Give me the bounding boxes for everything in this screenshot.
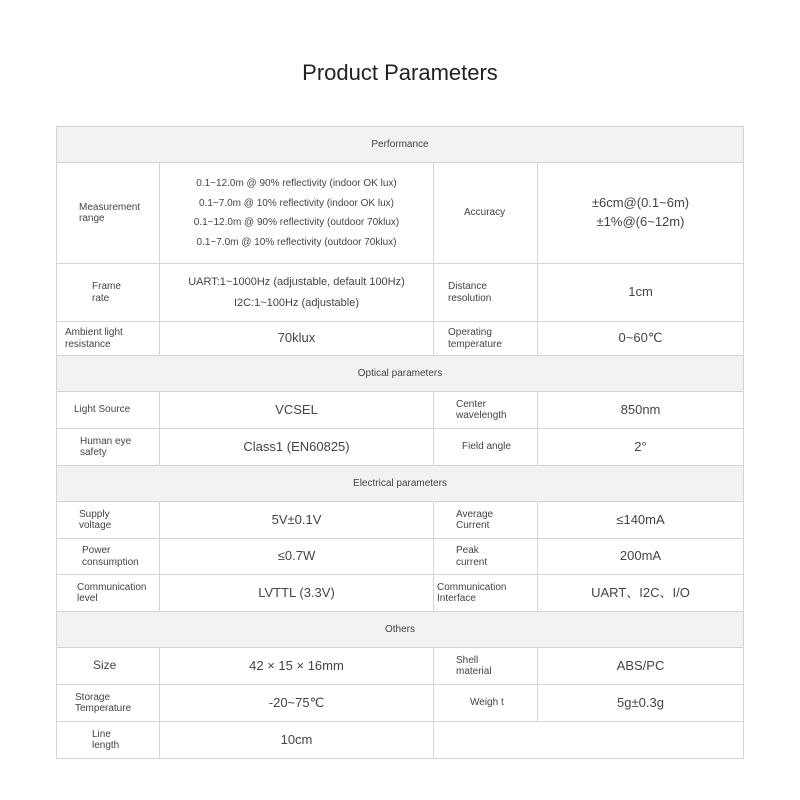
value-comm-interface: UART、I2C、I/O (538, 575, 744, 612)
accuracy-line: ±1%@(6~12m) (596, 214, 685, 229)
parameters-table (56, 126, 744, 759)
value-supply-voltage: 5V±0.1V (160, 502, 434, 539)
value-weight: 5g±0.3g (538, 685, 744, 722)
value-peak-current: 200mA (538, 539, 744, 575)
section-row-electrical (57, 466, 744, 502)
page-title: Product Parameters (302, 60, 498, 85)
label-eye-safety: Human eye safety (57, 429, 160, 466)
label-peak-current: Peak current (434, 539, 538, 575)
section-title-others: Others (57, 612, 744, 648)
section-row-others (57, 612, 744, 648)
label-accuracy: Accuracy (434, 163, 538, 264)
value-measurement-range (160, 163, 434, 264)
label-comm-interface: Communication Interface (434, 575, 538, 612)
value-field-angle: 2° (538, 429, 744, 466)
table-row (57, 722, 744, 759)
value-frame-rate (160, 264, 434, 322)
section-row-performance (57, 127, 744, 163)
label-frame-rate: Frame rate (57, 264, 160, 322)
value-storage-temp: -20~75℃ (160, 685, 434, 722)
value-shell: ABS/PC (538, 648, 744, 685)
table-row (57, 322, 744, 356)
section-row-optical (57, 356, 744, 392)
section-title-electrical: Electrical parameters (57, 466, 744, 502)
value-size: 42 × 15 × 16mm (160, 648, 434, 685)
table-row (57, 264, 744, 322)
label-field-angle: Field angle (434, 429, 538, 466)
value-line-length: 10cm (160, 722, 434, 759)
section-title-performance: Performance (57, 127, 744, 163)
value-ambient-light: 70klux (160, 322, 434, 356)
value-comm-level: LVTTL (3.3V) (160, 575, 434, 612)
label-measurement-range: Measurement range (57, 163, 160, 264)
label-ambient-light: Ambient light resistance (57, 322, 160, 356)
value-power: ≤0.7W (160, 539, 434, 575)
label-supply-voltage: Supply voltage (57, 502, 160, 539)
table-row (57, 392, 744, 429)
label-center-wavelength: Center wavelength (434, 392, 538, 429)
range-line: 0.1~12.0m @ 90% reflectivity (outdoor 70klux) (193, 217, 400, 228)
value-eye-safety: Class1 (EN60825) (160, 429, 434, 466)
label-line-length: Line length (57, 722, 160, 759)
table-row (57, 502, 744, 539)
label-distance-resolution: Distance resolution (434, 264, 538, 322)
label-light-source: Light Source (57, 392, 160, 429)
accuracy-line: ±6cm@(0.1~6m) (591, 195, 690, 211)
label-comm-level: Communication level (57, 575, 160, 612)
label-operating-temp: Operating temperature (434, 322, 538, 356)
table-row (57, 685, 744, 722)
value-accuracy (538, 163, 744, 264)
range-line: 0.1~7.0m @ 10% reflectivity (indoor OK lux) (199, 197, 394, 209)
frame-rate-line: I2C:1~100Hz (adjustable) (233, 296, 360, 309)
label-shell: Shell material (434, 648, 538, 685)
table-row (57, 429, 744, 466)
range-line: 0.1~12.0m @ 90% reflectivity (indoor OK lux) (196, 178, 397, 189)
value-light-source: VCSEL (160, 392, 434, 429)
table-row (57, 539, 744, 575)
label-power: Power consumption (57, 539, 160, 575)
range-line: 0.1~7.0m @ 10% reflectivity (outdoor 70klux) (196, 236, 397, 248)
value-operating-temp: 0~60℃ (538, 322, 744, 356)
value-center-wavelength: 850nm (538, 392, 744, 429)
empty-cell (434, 722, 744, 759)
value-distance-resolution: 1cm (538, 264, 744, 322)
table-row (57, 648, 744, 685)
frame-rate-line: UART:1~1000Hz (adjustable, default 100Hz) (188, 275, 405, 288)
table-row (57, 575, 744, 612)
value-average-current: ≤140mA (538, 502, 744, 539)
section-title-optical: Optical parameters (57, 356, 744, 392)
label-size: Size (57, 648, 160, 685)
table-row (57, 163, 744, 264)
label-average-current: Average Current (434, 502, 538, 539)
label-weight: Weigh t (434, 685, 538, 722)
label-storage-temp: Storage Temperature (57, 685, 160, 722)
